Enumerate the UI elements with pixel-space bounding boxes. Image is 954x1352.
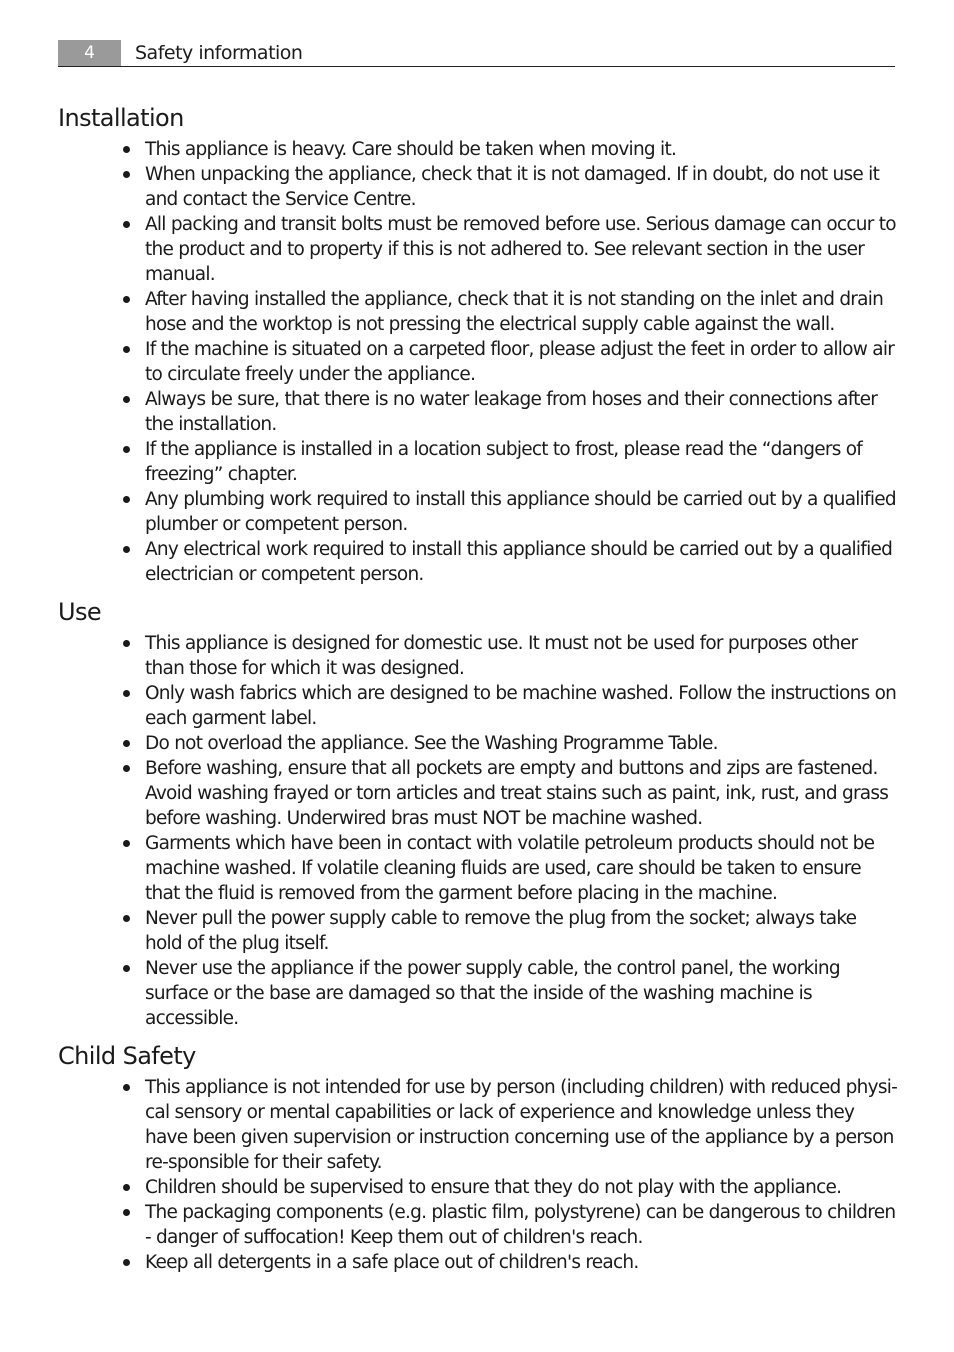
list-item: If the appliance is installed in a location subject to frost, please read the “dangers of freezing” chapter. xyxy=(58,437,898,487)
section-child-safety xyxy=(58,1039,898,1275)
list-item: Children should be supervised to ensure that they do not play with the appliance. xyxy=(58,1175,898,1200)
list-item: This appliance is heavy. Care should be taken when moving it. xyxy=(58,137,898,162)
list-item: This appliance is not intended for use by person (including children) with reduced physi-cal sensory or mental capabilities or lack of experience and knowledge unless they have been given supervision or instruction concerning use of the appliance by a person re-sponsible for their safety. xyxy=(58,1075,898,1175)
section-heading-child-safety: Child Safety xyxy=(58,1042,196,1070)
list-item: Before washing, ensure that all pockets are empty and buttons and zips are fastened. Avoid washing frayed or torn articles and treat stains such as paint, ink, rust, and grass before washing. Underwired bras must NOT be machine washed. xyxy=(58,756,898,831)
page-header xyxy=(58,40,895,67)
document-body xyxy=(58,101,898,1283)
list-item: Keep all detergents in a safe place out of children's reach. xyxy=(58,1250,898,1275)
header-title: Safety information xyxy=(135,42,303,64)
list-item: Only wash fabrics which are designed to be machine washed. Follow the instructions on each garment label. xyxy=(58,681,898,731)
section-use xyxy=(58,595,898,1031)
section-installation xyxy=(58,101,898,587)
list-item: After having installed the appliance, check that it is not standing on the inlet and drain hose and the worktop is not pressing the electrical supply cable against the wall. xyxy=(58,287,898,337)
bullet-list-child-safety xyxy=(58,1075,898,1275)
list-item: When unpacking the appliance, check that it is not damaged. If in doubt, do not use it and contact the Service Centre. xyxy=(58,162,898,212)
list-item: Do not overload the appliance. See the Washing Programme Table. xyxy=(58,731,898,756)
list-item: Any plumbing work required to install this appliance should be carried out by a qualified plumber or competent person. xyxy=(58,487,898,537)
section-heading-installation: Installation xyxy=(58,104,184,132)
bullet-list-installation xyxy=(58,137,898,587)
section-heading-use: Use xyxy=(58,598,102,626)
page-number: 4 xyxy=(58,40,121,66)
list-item: The packaging components (e.g. plastic film, polystyrene) can be dangerous to children - danger of suffocation! Keep them out of children's reach. xyxy=(58,1200,898,1250)
list-item: This appliance is designed for domestic use. It must not be used for purposes other than those for which it was designed. xyxy=(58,631,898,681)
list-item: Any electrical work required to install this appliance should be carried out by a qualified electrician or competent person. xyxy=(58,537,898,587)
list-item: Never use the appliance if the power supply cable, the control panel, the working surface or the base are damaged so that the inside of the washing machine is accessible. xyxy=(58,956,898,1031)
list-item: Garments which have been in contact with volatile petroleum products should not be machine washed. If volatile cleaning fluids are used, care should be taken to ensure that the fluid is removed from the garment before placing in the machine. xyxy=(58,831,898,906)
list-item: If the machine is situated on a carpeted floor, please adjust the feet in order to allow air to circulate freely under the appliance. xyxy=(58,337,898,387)
list-item: Always be sure, that there is no water leakage from hoses and their connections after the installation. xyxy=(58,387,898,437)
list-item: Never pull the power supply cable to remove the plug from the socket; always take hold of the plug itself. xyxy=(58,906,898,956)
bullet-list-use xyxy=(58,631,898,1031)
list-item: All packing and transit bolts must be removed before use. Serious damage can occur to the product and to property if this is not adhered to. See relevant section in the user manual. xyxy=(58,212,898,287)
